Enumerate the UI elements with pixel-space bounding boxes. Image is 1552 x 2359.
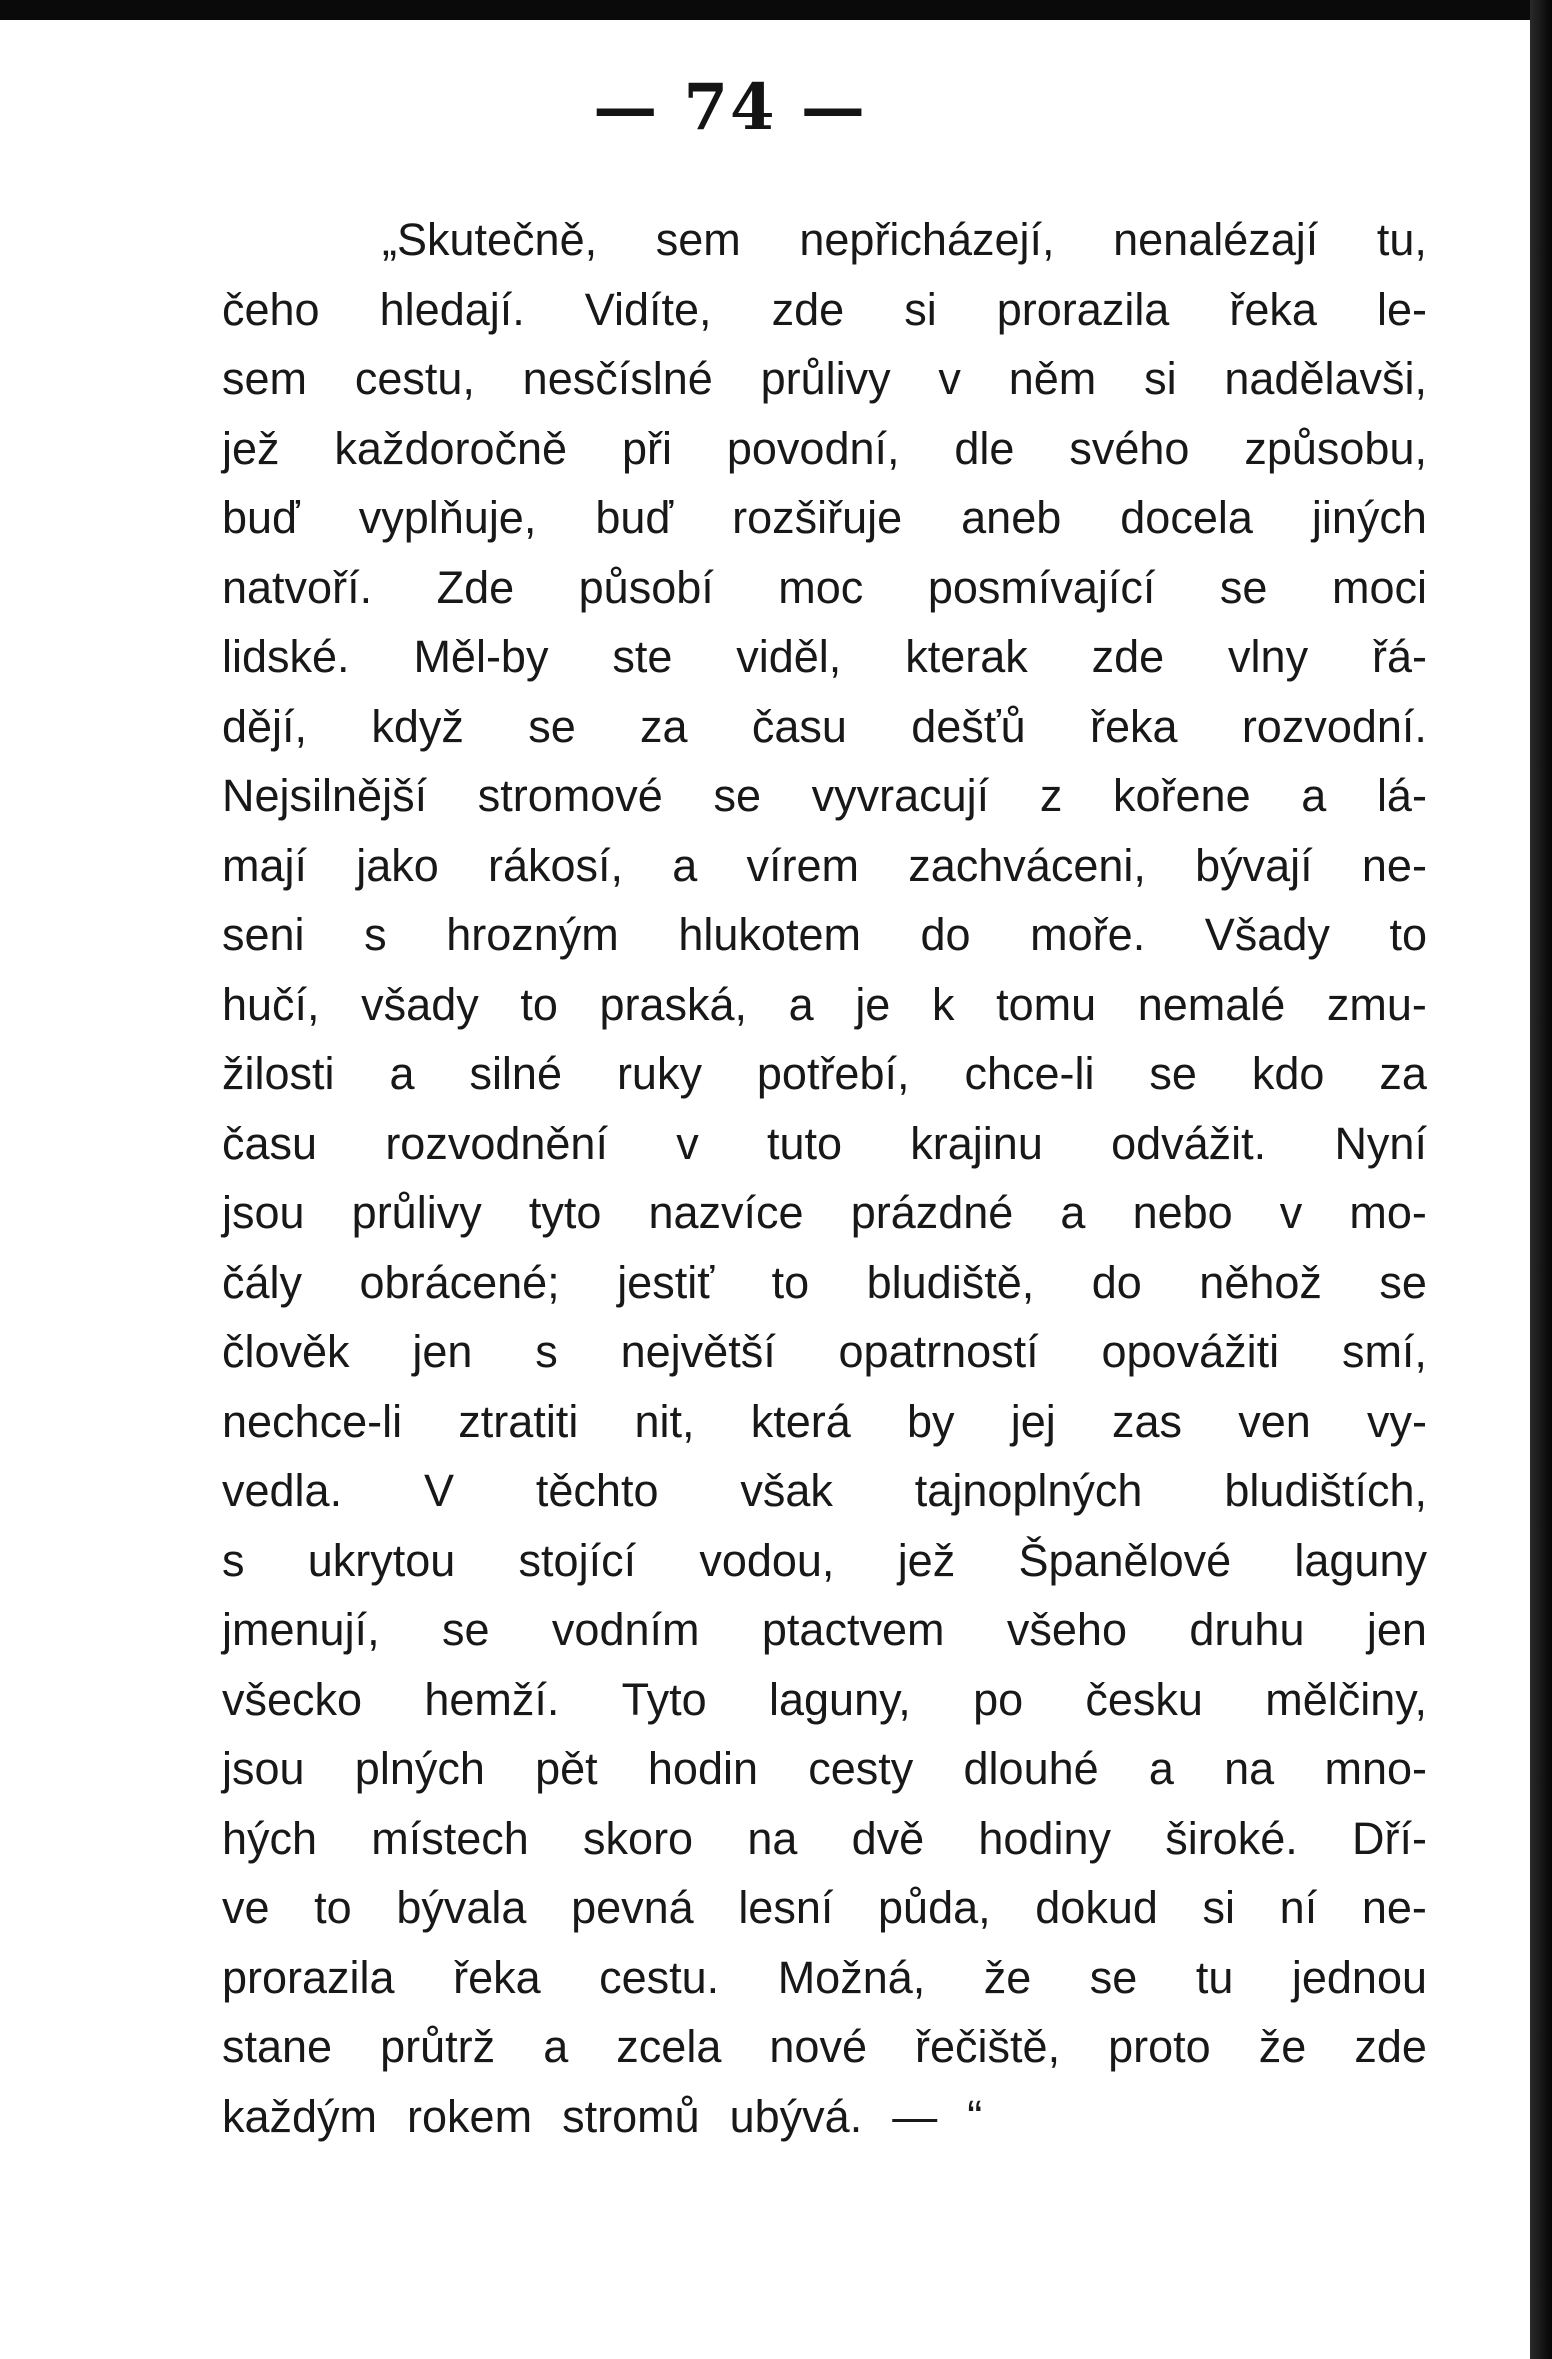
word: nesčíslné: [522, 353, 713, 404]
text-line: [222, 1109, 1427, 1179]
word: zde: [771, 283, 845, 335]
word: se: [1089, 1951, 1138, 2003]
word: Možná,: [777, 1951, 926, 2003]
word: je: [855, 978, 891, 1030]
word: krajinu: [910, 1117, 1043, 1169]
word: opovážiti: [1101, 1326, 1280, 1377]
word: obrácené;: [359, 1256, 560, 1308]
word: rozvodní.: [1241, 700, 1427, 752]
word: sem: [655, 214, 741, 265]
word: zde: [1354, 2021, 1427, 2072]
word: se: [528, 700, 576, 752]
word: ne-: [1361, 839, 1427, 891]
text-line: [222, 1873, 1427, 1943]
word: dějí,: [222, 700, 308, 752]
word: všady: [361, 978, 479, 1030]
text-line: [222, 1317, 1427, 1387]
word: způsobu,: [1244, 422, 1427, 474]
word: —: [892, 2090, 938, 2142]
word: prorazila: [222, 1951, 395, 2003]
word: potřebí,: [756, 1048, 910, 1099]
word: průlivy: [351, 1187, 482, 1238]
word: nemalé: [1137, 978, 1286, 1030]
word: zmu-: [1326, 978, 1427, 1030]
text-line: [222, 1665, 1427, 1735]
word: svého: [1069, 422, 1190, 474]
word: mají: [222, 839, 308, 891]
word: na: [1224, 1743, 1275, 1794]
word: praská,: [599, 978, 748, 1030]
word: stojící: [518, 1534, 637, 1586]
word: v: [676, 1117, 699, 1169]
word: pevná: [571, 1882, 694, 1933]
word: le-: [1376, 283, 1427, 335]
word: buď: [222, 492, 300, 543]
text-line: [222, 622, 1427, 692]
word: zde: [1091, 631, 1165, 682]
word: a: [672, 839, 698, 891]
page-edge-shadow: [1530, 0, 1552, 2359]
word: Všady: [1204, 909, 1330, 960]
word: ne-: [1361, 1882, 1427, 1933]
word: mělčiny,: [1265, 1673, 1427, 1725]
word: když: [371, 700, 464, 752]
word: hledají.: [379, 283, 525, 335]
word: “: [967, 2090, 983, 2142]
book-page: [0, 20, 1532, 2359]
word: že: [1258, 2021, 1307, 2072]
word: stromů: [562, 2090, 700, 2142]
word: ste: [612, 631, 673, 682]
word: ve: [222, 1882, 270, 1933]
word: jsou: [222, 1187, 305, 1238]
word: nechce-li: [222, 1395, 403, 1447]
word: času: [751, 700, 847, 752]
word: řeka: [453, 1951, 541, 2003]
word: natvoří.: [222, 561, 373, 613]
word: stane: [222, 2021, 333, 2072]
word: do: [1091, 1256, 1142, 1308]
word: bývají: [1195, 839, 1313, 891]
word: hučí,: [222, 978, 320, 1030]
word: nepřicházejí,: [799, 214, 1055, 265]
word: vlny: [1228, 631, 1309, 682]
text-line: [222, 1039, 1427, 1109]
page-number: — 74 —: [593, 70, 867, 145]
word: moci: [1331, 561, 1427, 613]
word: a: [543, 2021, 569, 2072]
word: to: [1389, 909, 1427, 960]
word: silné: [469, 1048, 562, 1099]
word: Vidíte,: [584, 283, 712, 335]
word: si: [1144, 353, 1177, 404]
word: cestu.: [599, 1951, 720, 2003]
word: docela: [1120, 492, 1253, 543]
text-line: [222, 1804, 1427, 1874]
word: mo-: [1349, 1187, 1427, 1238]
word: cesty: [808, 1743, 914, 1794]
word: a: [788, 978, 814, 1030]
word: prorazila: [996, 283, 1170, 335]
word: těchto: [535, 1465, 659, 1516]
word: Nejsilnější: [222, 770, 428, 821]
word: česku: [1085, 1673, 1203, 1725]
word: Nyní: [1334, 1117, 1427, 1169]
word: moře.: [1030, 909, 1146, 960]
word: dvě: [851, 1812, 925, 1864]
word: bludištích,: [1224, 1465, 1427, 1516]
word: jednou: [1291, 1951, 1427, 2003]
word: „Skutečně,: [382, 214, 598, 265]
word: v: [938, 353, 961, 404]
word: cestu,: [354, 353, 475, 404]
word: skoro: [583, 1812, 694, 1864]
word: mno-: [1324, 1743, 1427, 1794]
word: moc: [778, 561, 864, 613]
word: času: [222, 1117, 318, 1169]
word: lá-: [1376, 770, 1427, 821]
text-line: [222, 1734, 1427, 1804]
word: sem: [222, 353, 308, 404]
word: nenalézají: [1113, 214, 1319, 265]
word: vodním: [551, 1604, 700, 1655]
text-line: [222, 970, 1427, 1040]
word: ven: [1238, 1395, 1311, 1447]
word: kdo: [1251, 1048, 1325, 1099]
text-line: [222, 1456, 1427, 1526]
word: viděl,: [736, 631, 842, 682]
word: laguny: [1294, 1534, 1427, 1586]
word: v: [1279, 1187, 1303, 1238]
word: jej: [1010, 1395, 1056, 1447]
word: průlivy: [760, 353, 891, 404]
word: V: [423, 1465, 454, 1516]
word: nazvíce: [648, 1187, 804, 1238]
word: s: [222, 1534, 245, 1586]
word: dle: [954, 422, 1015, 474]
word: laguny,: [769, 1673, 911, 1725]
word: široké.: [1165, 1812, 1298, 1864]
word: si: [1202, 1882, 1236, 1933]
text-line: [222, 483, 1427, 553]
word: a: [389, 1048, 415, 1099]
word: jen: [412, 1326, 473, 1377]
word: s: [364, 909, 387, 960]
text-line: [222, 553, 1427, 623]
word: dešťů: [911, 700, 1026, 752]
word: Španělové: [1018, 1534, 1232, 1586]
word: na: [747, 1812, 798, 1864]
word: odvážit.: [1111, 1117, 1267, 1169]
word: se: [1219, 561, 1268, 613]
word: buď: [595, 492, 674, 543]
word: druhu: [1189, 1604, 1305, 1655]
word: hých: [222, 1812, 318, 1864]
text-line: [222, 1387, 1427, 1457]
word: vy-: [1366, 1395, 1427, 1447]
word: aneb: [961, 492, 1062, 543]
word: hemží.: [424, 1673, 560, 1725]
word: k: [931, 978, 955, 1030]
word: smí,: [1341, 1326, 1427, 1377]
word: každoročně: [334, 422, 568, 474]
word: půda,: [878, 1882, 991, 1933]
word: zcela: [616, 2021, 722, 2072]
word: jsou: [222, 1743, 305, 1794]
word: místech: [371, 1812, 529, 1864]
word: nadělavši,: [1224, 353, 1427, 404]
text-line: [222, 831, 1427, 901]
word: vyplňuje,: [358, 492, 537, 543]
word: dokud: [1035, 1882, 1158, 1933]
word: to: [771, 1256, 810, 1308]
word: hlukotem: [678, 909, 861, 960]
text-line: [222, 1526, 1427, 1596]
word: to: [520, 978, 558, 1030]
word: vodou,: [699, 1534, 835, 1586]
word: působí: [578, 561, 714, 613]
word: však: [740, 1465, 833, 1516]
text-line: [222, 692, 1427, 762]
word: rozšiřuje: [732, 492, 903, 543]
text-line: [222, 900, 1427, 970]
word: po: [973, 1673, 1024, 1725]
word: pět: [535, 1743, 598, 1794]
word: za: [1379, 1048, 1427, 1099]
word: opatrností: [838, 1326, 1039, 1377]
word: to: [314, 1882, 352, 1933]
word: lidské.: [222, 631, 350, 682]
word: do: [920, 909, 971, 960]
word: posmívající: [927, 561, 1156, 613]
text-line: [222, 1595, 1427, 1665]
word: jiných: [1311, 492, 1427, 543]
word: Zde: [436, 561, 515, 613]
word: průtrž: [380, 2021, 496, 2072]
word: při: [621, 422, 672, 474]
word: plných: [354, 1743, 485, 1794]
word: za: [640, 700, 688, 752]
text-line: [222, 275, 1427, 345]
word: ubývá.: [729, 2090, 863, 2142]
word: zas: [1111, 1395, 1182, 1447]
word: dlouhé: [963, 1743, 1099, 1794]
word: všecko: [222, 1673, 363, 1725]
word: chce-li: [964, 1048, 1095, 1099]
word: kterak: [905, 631, 1028, 682]
word: tajnoplných: [914, 1465, 1143, 1516]
word: hodin: [647, 1743, 759, 1794]
word: řá-: [1371, 631, 1427, 682]
word: čály: [222, 1256, 303, 1308]
text-line: [222, 2012, 1427, 2082]
word: lesní: [738, 1882, 834, 1933]
word: tu,: [1376, 214, 1427, 265]
text-line: [222, 1178, 1427, 1248]
word: něhož: [1199, 1256, 1322, 1308]
word: čeho: [222, 283, 320, 335]
word: se: [1149, 1048, 1197, 1099]
word: ptactvem: [761, 1604, 945, 1655]
word: si: [904, 283, 937, 335]
word: všeho: [1006, 1604, 1127, 1655]
word: tomu: [996, 978, 1097, 1030]
word: bludiště,: [866, 1256, 1035, 1308]
word: Měl-by: [413, 631, 549, 682]
text-line: [222, 205, 1427, 275]
word: vírem: [746, 839, 860, 891]
word: něm: [1008, 353, 1097, 404]
word: že: [983, 1951, 1032, 2003]
word: vyvracují: [811, 770, 990, 821]
word: nebo: [1132, 1187, 1233, 1238]
word: tuto: [766, 1117, 843, 1169]
word: stromové: [477, 770, 663, 821]
word: nové: [769, 2021, 867, 2072]
word: kořene: [1113, 770, 1251, 821]
word: a: [1301, 770, 1327, 821]
word: tyto: [528, 1187, 602, 1238]
word: a: [1060, 1187, 1086, 1238]
word: ukrytou: [307, 1534, 456, 1586]
word: Tyto: [621, 1673, 707, 1725]
text-line: [222, 2082, 1427, 2152]
word: jmenují,: [222, 1604, 380, 1655]
word: jestiť: [617, 1256, 715, 1308]
word: největší: [620, 1326, 776, 1377]
word: jako: [356, 839, 439, 891]
word: ní: [1279, 1882, 1318, 1933]
word: by: [907, 1395, 955, 1447]
body-text: [222, 205, 1427, 2151]
text-line: [222, 761, 1427, 831]
word: ztratiti: [458, 1395, 579, 1447]
word: rozvodnění: [385, 1117, 608, 1169]
word: seni: [222, 909, 305, 960]
word: hodiny: [978, 1812, 1111, 1864]
word: se: [1379, 1256, 1427, 1308]
word: řeka: [1089, 700, 1178, 752]
word: Dří-: [1351, 1812, 1427, 1864]
word: ruky: [616, 1048, 702, 1099]
word: s: [535, 1326, 558, 1377]
word: povodní,: [726, 422, 900, 474]
text-line: [222, 1943, 1427, 2013]
word: bývala: [396, 1882, 527, 1933]
word: prázdné: [850, 1187, 1014, 1238]
text-line: [222, 1248, 1427, 1318]
word: jen: [1366, 1604, 1427, 1655]
word: rákosí,: [488, 839, 624, 891]
word: proto: [1108, 2021, 1211, 2072]
word: zachváceni,: [908, 839, 1146, 891]
word: z: [1039, 770, 1063, 821]
word: nit,: [634, 1395, 695, 1447]
word: každým: [222, 2090, 378, 2142]
word: řeka: [1229, 283, 1317, 335]
word: řečiště,: [915, 2021, 1061, 2072]
word: hrozným: [446, 909, 619, 960]
word: rokem: [407, 2090, 533, 2142]
word: jež: [222, 422, 280, 474]
text-line: [222, 414, 1427, 484]
word: tu: [1195, 1951, 1234, 2003]
text-line: [222, 344, 1427, 414]
word: a: [1148, 1743, 1174, 1794]
word: jež: [897, 1534, 956, 1586]
word: člověk: [222, 1326, 350, 1377]
word: která: [750, 1395, 851, 1447]
word: se: [441, 1604, 490, 1655]
word: vedla.: [222, 1465, 343, 1516]
word: se: [713, 770, 761, 821]
word: žilosti: [222, 1048, 335, 1099]
